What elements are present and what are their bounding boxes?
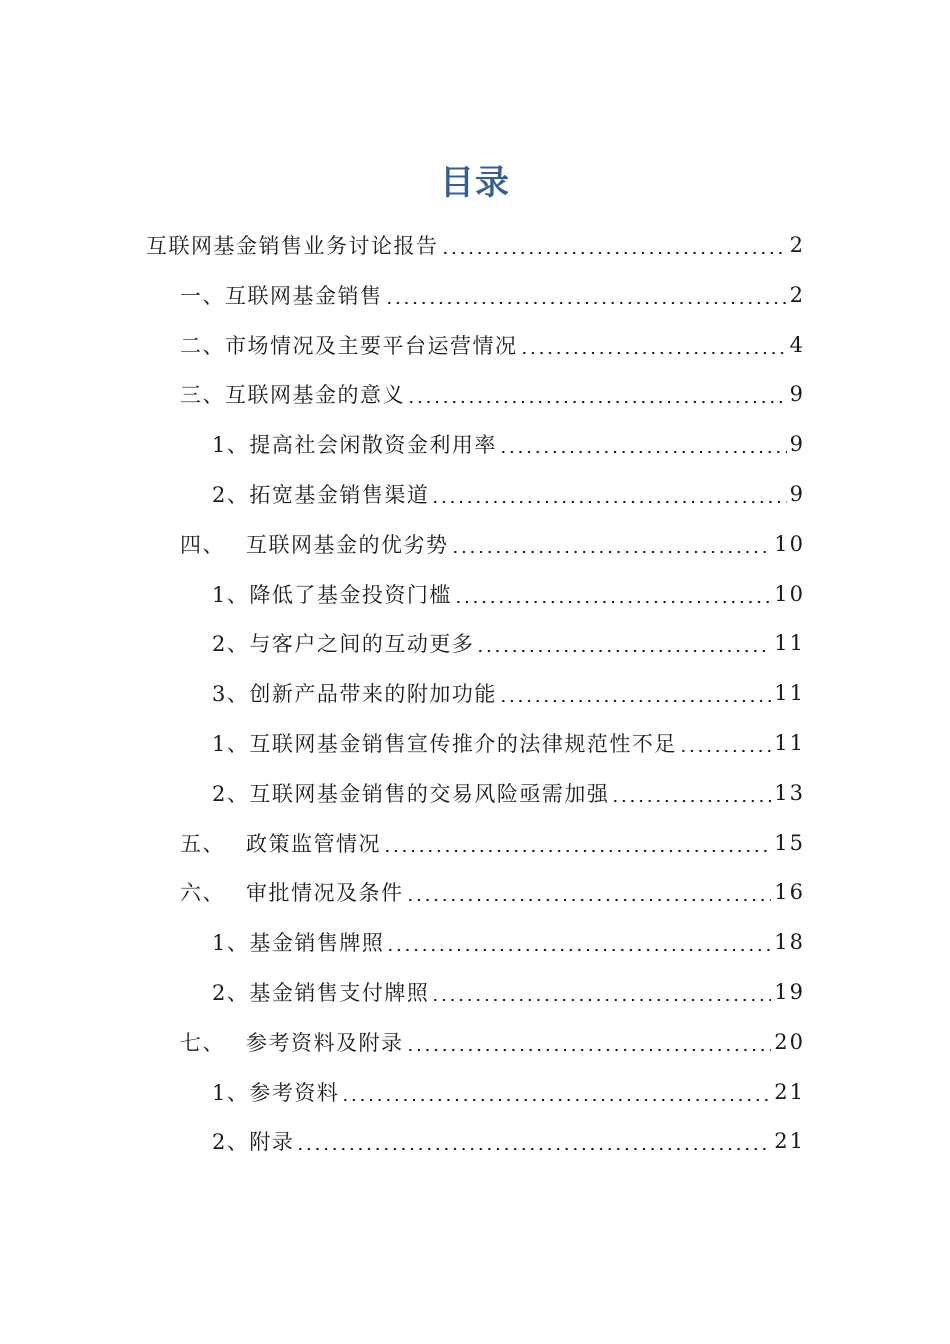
toc-page-number: 21 xyxy=(774,1129,805,1154)
toc-dot-leader xyxy=(431,998,771,1002)
toc-entry-number: 1、 xyxy=(212,433,250,458)
toc-dot-leader xyxy=(499,450,787,454)
toc-entry-title: 附录 xyxy=(249,1130,295,1155)
toc-entry-number: 四、 xyxy=(180,532,225,557)
toc-dot-leader xyxy=(406,898,772,902)
toc-dot-leader xyxy=(431,500,786,504)
toc-dot-leader xyxy=(406,1048,772,1052)
toc-entry[interactable] xyxy=(212,718,805,768)
toc-dot-leader xyxy=(520,351,787,355)
toc-entry-title: 互联网基金销售的交易风险亟需加强 xyxy=(249,781,610,806)
toc-entry-number: 五、 xyxy=(180,831,225,856)
toc-entry-title: 审批情况及条件 xyxy=(246,881,404,906)
toc-title: 目录 xyxy=(440,163,510,203)
toc-entry-title: 参考资料及附录 xyxy=(246,1030,404,1055)
toc-page-number: 11 xyxy=(774,731,805,755)
toc-entry[interactable] xyxy=(212,419,805,469)
toc-page-number: 19 xyxy=(774,980,805,1004)
toc-page-number: 9 xyxy=(789,482,805,506)
toc-page-number: 2 xyxy=(789,233,805,257)
toc-entry-title: 互联网基金销售 xyxy=(225,283,383,308)
toc-page-number: 2 xyxy=(789,282,805,307)
toc-entry-title: 互联网基金的意义 xyxy=(225,383,405,408)
toc-dot-leader xyxy=(441,251,787,255)
toc-entry-title: 降低了基金投资门槛 xyxy=(249,582,452,607)
toc-entry[interactable] xyxy=(180,818,805,868)
toc-entry-number: 3、 xyxy=(212,682,250,707)
toc-entry-title: 市场情况及主要平台运营情况 xyxy=(225,333,518,358)
toc-page-number: 9 xyxy=(789,382,805,407)
toc-entry-number: 二、 xyxy=(180,333,225,358)
toc-entry-number: 1、 xyxy=(212,732,250,756)
toc-page-number: 10 xyxy=(774,531,805,556)
toc-entry-number: 1、 xyxy=(212,582,250,607)
toc-entry-title: 政策监管情况 xyxy=(246,831,381,856)
toc-entry[interactable] xyxy=(180,1017,805,1067)
toc-dot-leader xyxy=(385,301,787,305)
toc-entry[interactable] xyxy=(212,1067,805,1117)
toc-entry-title: 基金销售支付牌照 xyxy=(249,981,430,1005)
toc-entry[interactable] xyxy=(212,967,805,1017)
toc-dot-leader xyxy=(454,600,771,604)
toc-entry-title: 互联网基金销售业务讨论报告 xyxy=(146,234,439,258)
toc-entry-title: 参考资料 xyxy=(249,1080,340,1105)
toc-entry[interactable] xyxy=(212,469,805,519)
toc-page-number: 11 xyxy=(774,681,805,706)
toc-dot-leader xyxy=(296,1147,771,1151)
toc-entry-number: 1、 xyxy=(212,1080,250,1105)
toc-entry[interactable] xyxy=(180,369,805,419)
toc-entry[interactable] xyxy=(212,569,805,619)
toc-entry[interactable] xyxy=(212,1116,805,1166)
toc-page-number: 21 xyxy=(774,1079,805,1104)
toc-entry-title: 互联网基金的优劣势 xyxy=(246,532,449,557)
toc-entry[interactable] xyxy=(212,618,805,668)
toc-page-number: 4 xyxy=(789,332,805,357)
toc-page-number: 18 xyxy=(774,930,805,955)
toc-page-number: 9 xyxy=(789,432,805,457)
toc-entry-number: 2、 xyxy=(212,632,250,657)
toc-entry-title: 提高社会闲散资金利用率 xyxy=(249,433,497,458)
toc-dot-leader xyxy=(383,849,771,853)
toc-entry-title: 基金销售牌照 xyxy=(249,931,385,956)
toc-dot-leader xyxy=(499,699,771,703)
toc-dot-leader xyxy=(451,550,772,554)
toc-page-number: 16 xyxy=(774,880,805,905)
toc-entry-number: 2、 xyxy=(212,781,250,806)
toc-dot-leader xyxy=(679,749,771,753)
toc-entry[interactable] xyxy=(212,768,805,818)
toc-entry-number: 2、 xyxy=(212,981,250,1005)
toc-dot-leader xyxy=(611,799,771,803)
toc-page-number: 20 xyxy=(774,1029,805,1054)
toc-entry-number: 七、 xyxy=(180,1030,225,1055)
toc-entry-number: 三、 xyxy=(180,383,225,408)
toc-page-number: 15 xyxy=(774,830,805,855)
toc-entry[interactable] xyxy=(146,220,805,270)
toc-page-number: 10 xyxy=(774,581,805,606)
toc-entry-number: 一、 xyxy=(180,283,225,308)
toc-entry-title: 互联网基金销售宣传推介的法律规范性不足 xyxy=(249,732,677,756)
toc-entry[interactable] xyxy=(180,519,805,569)
toc-entry-number: 1、 xyxy=(212,931,250,956)
toc-entry[interactable] xyxy=(180,320,805,370)
toc-entry-number: 2、 xyxy=(212,1130,250,1155)
toc-entry-title: 拓宽基金销售渠道 xyxy=(249,483,430,507)
toc-entry[interactable] xyxy=(212,917,805,967)
toc-page-number: 11 xyxy=(774,631,805,656)
toc-dot-leader xyxy=(386,948,771,952)
toc-entry-title: 与客户之间的互动更多 xyxy=(249,632,475,657)
toc-entry-title: 创新产品带来的附加功能 xyxy=(249,682,497,707)
toc-page-number: 13 xyxy=(774,780,805,805)
toc-entry[interactable] xyxy=(180,270,805,320)
toc-dot-leader xyxy=(407,400,787,404)
toc-entry-number: 2、 xyxy=(212,483,250,507)
toc-dot-leader xyxy=(341,1098,771,1102)
toc-entry-number: 六、 xyxy=(180,881,225,906)
toc-entry[interactable] xyxy=(212,668,805,718)
toc-dot-leader xyxy=(476,649,771,653)
toc-entry[interactable] xyxy=(180,867,805,917)
